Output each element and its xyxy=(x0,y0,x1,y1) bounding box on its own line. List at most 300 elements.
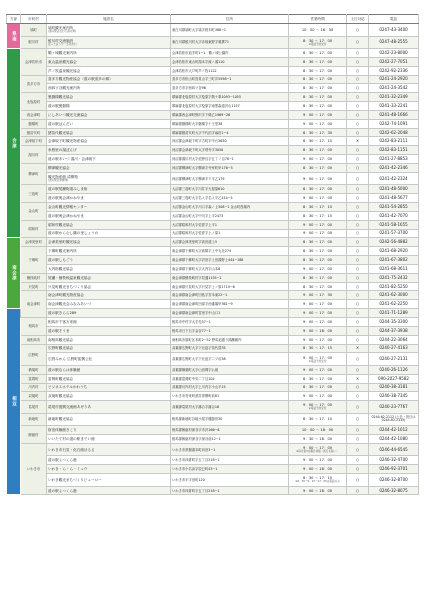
address-cell: いわき市四倉町字五丁目218−1 xyxy=(171,456,289,465)
municipality-cell: 南相馬市 xyxy=(21,335,47,344)
weekend-mark: ○ xyxy=(347,247,369,256)
municipality-cell: 南会津町 xyxy=(21,291,47,318)
facility-name: 猪苗代観光協会 xyxy=(48,130,74,135)
table-row xyxy=(7,486,419,495)
hours-value: 9：00 〜 17：00 xyxy=(302,302,333,307)
address-cell: 南会津郡南会津町宮里字中山口1 xyxy=(171,309,289,318)
phone-number[interactable]: 0242-23-8000 xyxy=(369,49,419,58)
facility-name: 裏磐梯観光協会 xyxy=(48,95,74,100)
municipality-cell: 飯舘村 xyxy=(21,426,47,444)
facility-name-cell xyxy=(47,353,171,366)
municipality-cell: 猪苗代町 xyxy=(21,128,47,137)
facility-name: いいたて村の道の駅までい館 xyxy=(48,436,95,441)
facility-name: 鶴ヶ城観光案内所 xyxy=(48,50,77,55)
region-label: 会津 xyxy=(7,49,21,238)
hours-cell xyxy=(289,435,347,444)
address-cell: 南会津郡下郷町大字沢田字上田湯野上444−188 xyxy=(171,256,289,265)
address-cell: 喜多方市字西四ツ谷96 xyxy=(171,84,289,93)
facility-name-cell xyxy=(47,282,171,291)
facility-name: 南相馬観光協会 xyxy=(48,337,74,342)
table-row xyxy=(7,57,419,66)
hours-cell xyxy=(289,474,347,487)
header-tel: 電話 xyxy=(369,15,419,24)
hours-value: 8：30 〜 17：00 xyxy=(302,148,333,153)
weekend-mark: ○ xyxy=(347,383,369,392)
facility-name-cell xyxy=(47,309,171,318)
phone-number[interactable]: 0244-37-3938 xyxy=(369,326,419,335)
address-cell: 耶麻郡北塩原村大字桧原字南黒森道沢山1157 xyxy=(171,102,289,111)
address-cell: 南会津郡只見町大字只見字上ノ原1719−6 xyxy=(171,282,289,291)
phone-number[interactable]: 0244-62-2112 (土日・祝日は 0244-62-2115) xyxy=(369,413,419,426)
table-row xyxy=(7,309,419,318)
weekend-mark: ○ xyxy=(347,309,369,318)
facility-name: 只見町観光まちづくり協会 xyxy=(48,284,92,289)
phone-number[interactable]: 0242-83-2111 xyxy=(369,137,419,146)
table-row xyxy=(7,211,419,220)
hours-cell xyxy=(289,282,347,291)
hours-value: 8：30 〜 17：30 xyxy=(302,130,333,135)
header-address: 住所 xyxy=(171,15,289,24)
table-row xyxy=(7,335,419,344)
facility-name-cell xyxy=(47,24,171,37)
hours-value: 9：00 〜 17：00 xyxy=(302,112,333,117)
facility-name-cell xyxy=(47,57,171,66)
hours-cell xyxy=(289,317,347,326)
municipality-cell: いわき市 xyxy=(21,443,47,495)
hours-cell xyxy=(289,163,347,172)
header-region: 方部 xyxy=(7,15,21,24)
phone-number[interactable]: 0241-82-5250 xyxy=(369,282,419,291)
hours-cell xyxy=(289,264,347,273)
municipality-cell: 広野町 xyxy=(21,344,47,365)
address-cell: 双葉郡葛尾村大字落合字落合16 xyxy=(171,401,289,414)
table-row xyxy=(7,413,419,426)
hours-cell xyxy=(289,383,347,392)
facility-name-cell xyxy=(47,465,171,474)
table-row xyxy=(7,374,419,383)
phone-number[interactable]: 0241-68-3611 xyxy=(369,264,419,273)
municipality-cell: 磐梯町 xyxy=(21,119,47,128)
hours-cell xyxy=(289,353,347,366)
facility-name-cell xyxy=(47,84,171,93)
hours-note: ※8：30〜9：15〜17：00は電話のみ xyxy=(295,480,340,484)
facility-name: 相馬市千客万来館 xyxy=(48,319,77,324)
facility-name: 双葉町観光協会 xyxy=(48,394,74,399)
weekend-mark: ○ xyxy=(347,102,369,111)
hours-value: 8：30 〜 17：00 xyxy=(302,376,333,381)
facility-name: 西四ツ谷観光案内所 xyxy=(48,86,81,91)
facility-name: 宿泊体験館きこり xyxy=(48,428,77,433)
hours-value: 9：00 〜 17：00 xyxy=(302,222,333,227)
address-cell: 耶麻郡磐梯町大字磐梯字十王堂38 xyxy=(171,119,289,128)
facility-name-cell xyxy=(47,264,171,273)
facility-name-cell xyxy=(47,119,171,128)
phone-number[interactable]: 0242-74-1091 xyxy=(369,119,419,128)
hours-value: 8：30 〜 17：15 xyxy=(302,346,333,351)
phone-number[interactable]: 0241-27-8853 xyxy=(369,155,419,164)
address-cell: 大沼郡会津美里町字高田道上5 xyxy=(171,238,289,247)
hours-value: 8：30 〜 17：00 xyxy=(302,240,333,245)
municipality-cell: 只見町 xyxy=(21,282,47,291)
hours-value: 9：00 〜 18：00 xyxy=(302,328,333,333)
phone-number[interactable]: 0241-67-3802 xyxy=(369,256,419,265)
address-cell: 双葉郡富岡町中央二丁目104 xyxy=(171,374,289,383)
municipality-cell: 会津若松市 xyxy=(21,49,47,76)
hours-value: 8：30 〜 17：15 xyxy=(302,417,333,422)
phone-number[interactable]: 0246-32-8075 xyxy=(369,486,419,495)
facility-name: 広野みかん 広野町振興公社 xyxy=(48,357,93,362)
facility-name: 喜多方観光物産協会（道の駅喜多の郷） xyxy=(48,77,113,82)
address-cell: いわき市常磐湯本町向田3−1 xyxy=(171,443,289,456)
phone-number[interactable]: 0241-68-2920 xyxy=(369,247,419,256)
weekend-mark: × xyxy=(347,137,369,146)
address-cell: 大沼郡昭和村大字佐倉字上ノ原1 xyxy=(171,229,289,238)
hours-value: 8：30 〜 17：00 xyxy=(302,284,333,289)
hours-value: 8：30 〜 17：00 xyxy=(302,275,333,280)
weekend-mark: ○ xyxy=(347,353,369,366)
address-cell: 河沼郡会津坂下町大字塔寺字3050 xyxy=(171,146,289,155)
hours-cell xyxy=(289,486,347,495)
facility-name: 道の駅ばんだい xyxy=(48,121,74,126)
address-cell: 相馬郡新地町谷地小屋字樋掛田30 xyxy=(171,413,289,426)
address-cell: 河沼郡湯川村大字佐野目字五丁ノ目78−1 xyxy=(171,155,289,164)
table-row xyxy=(7,24,419,37)
weekend-mark: ○ xyxy=(347,220,369,229)
facility-name-cell xyxy=(47,426,171,435)
table-row xyxy=(7,238,419,247)
weekend-mark: ○ xyxy=(347,486,369,495)
facility-name: 道の駅しもごう xyxy=(48,257,74,262)
table-row xyxy=(7,344,419,353)
address-cell: 南会津郡下郷町大字高陦字上中丸北274 xyxy=(171,247,289,256)
weekend-mark: ○ xyxy=(347,36,369,49)
phone-number[interactable]: 0241-42-2346 xyxy=(369,163,419,172)
phone-number[interactable]: 0247-43-3400 xyxy=(369,24,419,37)
weekend-mark: ○ xyxy=(347,128,369,137)
address-cell: 双葉郡広野町大字下北迫字苗代替35 xyxy=(171,344,289,353)
weekend-mark: × xyxy=(347,374,369,383)
facility-name-cell xyxy=(47,383,171,392)
phone-number[interactable]: 0241-48-1666 xyxy=(369,110,419,119)
phone-number[interactable]: 0246-44-6545 xyxy=(369,443,419,456)
municipality-cell: 昭和村 xyxy=(21,220,47,238)
phone-number[interactable]: 0246-32-8700 xyxy=(369,474,419,487)
municipality-cell: 喜多方市 xyxy=(21,75,47,93)
hours-cell xyxy=(289,185,347,194)
hours-cell xyxy=(289,172,347,185)
facility-name: 芦ノ牧温泉観光協会 xyxy=(48,68,81,73)
facility-name: 下郷町観光案内所 xyxy=(48,249,77,254)
municipality-cell: 鮫川村 xyxy=(21,36,47,49)
phone-number[interactable]: 0241-57-3700 xyxy=(369,229,419,238)
facility-name: 葛尾村復興交流館あぜりあ xyxy=(48,404,92,409)
facility-name-cell xyxy=(47,413,171,426)
table-row xyxy=(7,75,419,84)
weekend-mark: ○ xyxy=(347,456,369,465)
table-row xyxy=(7,36,419,49)
hours-cell xyxy=(289,146,347,155)
facility-name-cell xyxy=(47,49,171,58)
address-cell: 大沼郡三島町大字川井字天屋原610 xyxy=(171,185,289,194)
weekend-mark: ○ xyxy=(347,291,369,300)
facility-name: 新地町観光協会 xyxy=(48,417,74,422)
weekend-mark: ○ xyxy=(347,211,369,220)
facility-name-cell xyxy=(47,137,171,146)
address-cell: 大沼郡金山町大字中川字上平2473 xyxy=(171,211,289,220)
table-row xyxy=(7,110,419,119)
hours-cell xyxy=(289,247,347,256)
phone-number[interactable]: 0240-27-2131 xyxy=(369,353,419,366)
facility-name: 道の駅よつくら港 xyxy=(48,488,77,493)
facility-name-cell xyxy=(47,203,171,212)
facility-name: いわき観光まちづくりビューロー xyxy=(48,477,102,482)
hours-value: 10：00 〜 16：30 xyxy=(301,27,334,32)
phone-number[interactable]: 0241-62-3000 xyxy=(369,291,419,300)
hours-cell xyxy=(289,57,347,66)
address-cell: 河沼郡柳津町大字柳津字寺家町甲176−3 xyxy=(171,163,289,172)
facility-name: 金山町観光情報センター xyxy=(48,204,88,209)
municipality-cell: 川内村 xyxy=(21,383,47,392)
hours-value: 8：30 〜 17：15 xyxy=(302,139,333,144)
hours-value: 8：30 〜 17：15 xyxy=(302,476,333,481)
facility-name-cell xyxy=(47,128,171,137)
phone-number[interactable]: 0241-54-2855 xyxy=(369,203,419,212)
phone-number[interactable]: 0241-42-2324 xyxy=(369,172,419,185)
hours-value: 9：00 〜 17：00 xyxy=(302,121,333,126)
facility-subname: ほっとはうす・さめがわ xyxy=(48,42,77,46)
address-cell: 大沼郡昭和村大字佐倉字上平1 xyxy=(171,220,289,229)
facility-name-cell xyxy=(47,392,171,401)
hours-cell xyxy=(289,128,347,137)
hours-value: 9：00 〜 17：00 xyxy=(302,367,333,372)
table-row xyxy=(7,392,419,401)
weekend-mark: ○ xyxy=(347,57,369,66)
hours-cell xyxy=(289,203,347,212)
hours-value: 8：30 〜 17：00 xyxy=(302,249,333,254)
weekend-mark: ○ xyxy=(347,66,369,75)
table-row xyxy=(7,264,419,273)
hours-value: 9：00 〜 17：00 xyxy=(302,266,333,271)
facility-name: 観光物産館 清柳苑 xyxy=(48,175,78,180)
facility-name: 富岡町観光協会 xyxy=(48,376,74,381)
facility-name-cell xyxy=(47,256,171,265)
table-row xyxy=(7,474,419,487)
address-cell: 大沼郡金山町大字川口字森ノ上508−1 金山町役場内 xyxy=(171,203,289,212)
phone-number[interactable]: 0241-71-1289 xyxy=(369,309,419,318)
table-row xyxy=(7,291,419,300)
municipality-cell: 柳津町 xyxy=(21,163,47,184)
facility-name: 昭和村観光協会 xyxy=(48,222,74,227)
table-row xyxy=(7,220,419,229)
hours-cell xyxy=(289,229,347,238)
region-label: 南会津 xyxy=(7,238,21,309)
phone-number[interactable]: 0246-32-4700 xyxy=(369,456,419,465)
phone-number[interactable]: 090-2027-9582 xyxy=(369,374,419,383)
hours-cell xyxy=(289,137,347,146)
weekend-mark: ○ xyxy=(347,194,369,203)
weekend-mark: ○ xyxy=(347,203,369,212)
hours-value: 8：30 〜 17：00 xyxy=(302,50,333,55)
address-cell: 耶麻郡北塩原村大字桧原字剣ケ峯1093−1055 xyxy=(171,93,289,102)
facility-name-cell xyxy=(47,238,171,247)
phone-number[interactable]: 0247-48-2555 xyxy=(369,36,419,49)
hours-cell xyxy=(289,93,347,102)
weekend-mark: ○ xyxy=(347,282,369,291)
facility-name-cell xyxy=(47,155,171,164)
weekend-mark: ○ xyxy=(347,392,369,401)
phone-number[interactable]: 0240-38-3181 xyxy=(369,383,419,392)
phone-number[interactable]: 0240-23-7767 xyxy=(369,401,419,414)
phone-number[interactable]: 0241-62-2250 xyxy=(369,300,419,309)
header-weekend: 土日対応 xyxy=(347,15,369,24)
phone-number[interactable]: 0241-32-2349 xyxy=(369,93,419,102)
facility-name: 尾瀬・檜枝岐温泉観光協会 xyxy=(48,275,92,280)
weekend-mark: ○ xyxy=(347,273,369,282)
address-cell: 相馬市中村字大手先57−1 xyxy=(171,317,289,326)
municipality-cell: 西会津町 xyxy=(21,110,47,119)
table-row xyxy=(7,137,419,146)
phone-number[interactable]: 0240-27-4163 xyxy=(369,344,419,353)
hours-cell xyxy=(289,211,347,220)
facility-name: 鮫川村交流施設 xyxy=(48,38,74,43)
facility-name: 大内宿観光協会 xyxy=(48,266,74,271)
address-cell: 大沼郡三島町大字名入字名入平乙414−5 xyxy=(171,194,289,203)
hours-cell xyxy=(289,456,347,465)
phone-number[interactable]: 0244-42-1012 xyxy=(369,426,419,435)
weekend-mark: ○ xyxy=(347,163,369,172)
phone-number[interactable]: 0246-38-7345 xyxy=(369,392,419,401)
address-cell: 会津若松市追手町1−1 鶴ヶ城公園内 xyxy=(171,49,289,58)
facility-name-cell xyxy=(47,163,171,172)
table-row xyxy=(7,128,419,137)
table-row xyxy=(7,326,419,335)
hours-value: 8：30 〜 17：00 xyxy=(302,77,333,82)
table-row xyxy=(7,49,419,58)
weekend-mark: ○ xyxy=(347,84,369,93)
region-label: 相双 xyxy=(7,309,21,495)
hours-cell xyxy=(289,392,347,401)
hours-cell xyxy=(289,443,347,456)
hours-value: 8：30 〜 17：00 xyxy=(302,257,333,262)
facility-name-cell xyxy=(47,443,171,456)
address-cell: 南会津郡南会津町田部字西番場甲361−9 xyxy=(171,300,289,309)
facility-name: 会津坂下町観光物産協会 xyxy=(48,139,88,144)
municipality-cell: 下郷町 xyxy=(21,247,47,274)
address-cell: 相馬郡飯舘村深谷字深谷前12−1 xyxy=(171,435,289,444)
header-municipality: 市町村 xyxy=(21,15,47,24)
facility-name: 道の駅そうま xyxy=(48,328,70,333)
weekend-mark: ○ xyxy=(347,443,369,456)
table-row xyxy=(7,300,419,309)
municipality-cell: 北塩原村 xyxy=(21,93,47,111)
table-row xyxy=(7,229,419,238)
phone-number[interactable]: 0240-26-1126 xyxy=(369,365,419,374)
address-cell: 会津若松市大戸町芦ノ牧1122 xyxy=(171,66,289,75)
hours-note: ※電話予約受付 xyxy=(308,359,327,363)
phone-number[interactable]: 0246-92-3701 xyxy=(369,465,419,474)
phone-number[interactable]: 0241-24-2920 xyxy=(369,75,419,84)
address-cell: 喜多方市松山町鳥見山字三町歩5598−1 xyxy=(171,75,289,84)
municipality-cell: 葛尾村 xyxy=(21,401,47,414)
weekend-mark: ○ xyxy=(347,119,369,128)
hours-value: 10：00 〜 18：00 xyxy=(301,428,334,433)
hours-value: 9：00 〜 17：30 xyxy=(302,293,333,298)
phone-number[interactable]: 0242-27-7051 xyxy=(369,57,419,66)
hours-cell xyxy=(289,24,347,37)
hours-cell xyxy=(289,374,347,383)
table-header-row xyxy=(7,15,419,24)
hours-value: 9：00 〜 17：00 xyxy=(302,319,333,324)
facility-name: 道の駅尾瀬街道みしま宿 xyxy=(48,187,88,192)
phone-number[interactable]: 0244-35-3300 xyxy=(369,317,419,326)
weekend-mark: ○ xyxy=(347,75,369,84)
hours-value: 9：00 〜 17：00 xyxy=(302,311,333,316)
facility-name-cell xyxy=(47,344,171,353)
address-cell: 双葉郡楢葉町大字山田岡字仏坂 xyxy=(171,365,289,374)
address-cell: 相馬郡飯舘村深谷字市沢166−6 xyxy=(171,426,289,435)
region-label: 県南 xyxy=(7,24,21,49)
hours-value: 8：30 〜 17：00 xyxy=(302,59,333,64)
weekend-mark: ○ xyxy=(347,401,369,414)
facility-name: 道の駅あいづ 湯川・会津坂下 xyxy=(48,157,96,162)
phone-number[interactable]: 0242-56-4882 xyxy=(369,238,419,247)
table-row xyxy=(7,282,419,291)
phone-number[interactable]: 0241-75-2432 xyxy=(369,273,419,282)
hours-cell xyxy=(289,413,347,426)
hours-cell xyxy=(289,220,347,229)
municipality-cell: 三島町 xyxy=(21,185,47,203)
phone-number[interactable]: 0242-92-2336 xyxy=(369,66,419,75)
facility-name: 道の駅よつくら港 xyxy=(48,458,77,463)
phone-number[interactable]: 0241-48-5000 xyxy=(369,185,419,194)
facility-name-cell xyxy=(47,194,171,203)
facility-name-cell xyxy=(47,146,171,155)
facility-name: にしあいづ観光交流協会 xyxy=(48,112,88,117)
phone-number[interactable]: 0241-58-1655 xyxy=(369,220,419,229)
weekend-mark: ○ xyxy=(347,155,369,164)
phone-number[interactable]: 0241-42-7070 xyxy=(369,211,419,220)
facility-name: 塙町観光案内所 xyxy=(48,26,74,31)
address-cell: 河沼郡会津坂下町字古町字中台3650 xyxy=(171,137,289,146)
facility-name: ビジネスホテルかわうち xyxy=(48,385,88,390)
table-row xyxy=(7,146,419,155)
municipality-cell: 相馬市 xyxy=(21,317,47,335)
facility-name-cell xyxy=(47,365,171,374)
header-facility-name: 施設名 xyxy=(47,15,171,24)
facility-name-cell xyxy=(47,291,171,300)
phone-number[interactable]: 0244-42-1080 xyxy=(369,435,419,444)
facility-name-cell xyxy=(47,474,171,487)
phone-number[interactable]: 0241-48-5677 xyxy=(369,194,419,203)
address-cell: 南会津郡南会津町田島字宮本東22−1 xyxy=(171,291,289,300)
phone-number[interactable]: 0244-22-3064 xyxy=(369,335,419,344)
hours-cell xyxy=(289,326,347,335)
hours-cell xyxy=(289,66,347,75)
phone-number[interactable]: 0242-83-1151 xyxy=(369,146,419,155)
phone-number[interactable]: 0241-33-2241 xyxy=(369,102,419,111)
facility-name: 糸桜里の湯ぽんげ xyxy=(48,148,77,153)
weekend-mark: ○ xyxy=(347,326,369,335)
facility-name-cell xyxy=(47,374,171,383)
weekend-mark: ○ xyxy=(347,185,369,194)
phone-number[interactable]: 0241-24-3542 xyxy=(369,84,419,93)
facility-name: 道の駅きらら289 xyxy=(48,311,77,316)
hours-cell xyxy=(289,36,347,49)
table-row xyxy=(7,465,419,474)
phone-number[interactable]: 0242-62-2048 xyxy=(369,128,419,137)
facility-name: 道の駅からむし織の里しょうわ xyxy=(48,231,99,236)
weekend-mark: ○ xyxy=(347,238,369,247)
